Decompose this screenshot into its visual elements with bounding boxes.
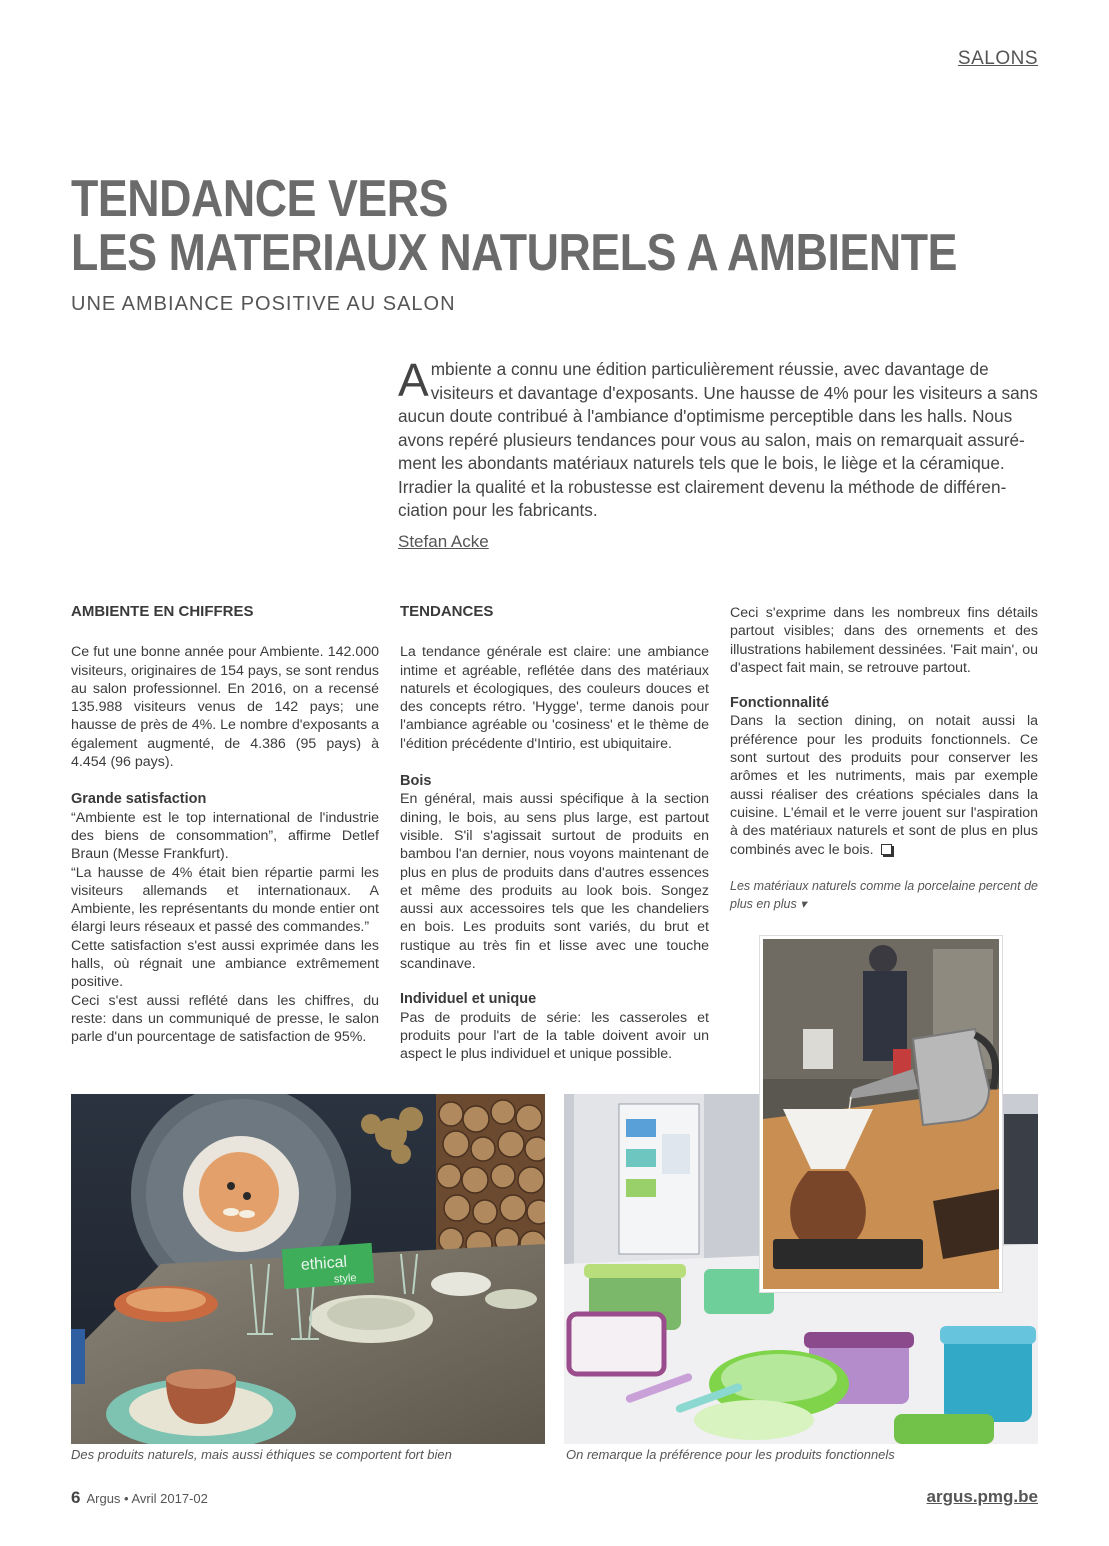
sign-text-ethical: ethical: [300, 1253, 348, 1274]
page-number: 6: [71, 1488, 81, 1507]
article-subtitle: UNE AMBIANCE POSITIVE AU SALON: [71, 293, 456, 315]
paragraph: “Ambiente est le top international de l'industrie des biens de consommation”, affirme Detlef Braun (Messe Frankfurt).: [71, 809, 379, 863]
subheading-individuel-et-unique: Individuel et unique: [400, 991, 537, 1008]
photo-caption-kettle: [730, 877, 1038, 913]
subheading-grande-satisfaction: Grande satisfaction: [71, 791, 207, 808]
paragraph: [730, 712, 1038, 858]
title-line-1: TENDANCE VERS: [71, 170, 449, 228]
paragraph: Ceci s'est aussi reflété dans les chiffres, du reste: dans un communiqué de presse, le salon parle d'un pourcentage de satisfaction de 95%.: [71, 992, 379, 1046]
subheading-fonctionnalite: Fonctionnalité: [730, 695, 830, 712]
title-line-2: LES MATERIAUX NATURELS A AMBIENTE: [71, 224, 958, 282]
column-2: [400, 603, 709, 1064]
heading-ambiente-en-chiffres: AMBIENTE EN CHIFFRES: [71, 603, 254, 620]
column-3: [730, 604, 1038, 913]
caption-text: Les matériaux naturels comme la porcelaine percent de plus en plus: [730, 878, 1038, 911]
end-mark-icon: [881, 844, 892, 855]
photo-caption-right: On remarque la préférence pour les produits fonctionnels: [566, 1447, 895, 1462]
section-label: SALONS: [957, 48, 1038, 69]
paragraph-text: Dans la section dining, on notait aussi la préférence pour les produits fonctionnels. Ce sont surtout des produits pour conserver les arômes et les nutriments, mais par exemple aussi réaliser des créations spéciales dans la cuisine. L'émail et le verre jouent sur l'aspiration à des matériaux naturels et sont de plus en plus combinés avec le bois.: [730, 713, 1038, 858]
arrow-down-icon: ▾: [800, 896, 807, 911]
paragraph: Ceci s'exprime dans les nombreux fins détails partout visibles; dans des ornements et des illustrations habilement dessinées. 'Fait main', ou d'aspect fait main, se retrouve partout.: [730, 605, 1038, 676]
paragraph: Pas de produits de série: les casseroles et produits pour l'art de la table doivent avoir un aspect le plus individuel et unique possible.: [400, 1009, 709, 1063]
photo-table-setting: [71, 1094, 545, 1444]
paragraph: Cette satisfaction s'est aussi exprimée dans les halls, où régnait une ambiance extrêmement positive.: [71, 937, 379, 991]
intro-text: mbiente a connu une édition particulièrement réussie, avec davantage de visiteurs et davantage d'exposants. Une hausse de 4% pour les visiteurs a sans aucun doute contribué à l'ambiance d'optimisme perceptible dans les halls. Nous avons repéré plusieurs tendances pour vous au salon, mais on remarquait assurément les abondants matériaux naturels tels que le bois, le liège et la céramique. Irradier la qualité et la robustesse est clairement devenu la méthode de différenciation pour les fabricants.: [398, 359, 1038, 520]
heading-tendances: TENDANCES: [400, 603, 494, 620]
paragraph: La tendance générale est claire: une ambiance intime et agréable, reflétée dans des matériaux naturels et écologiques, des couleurs douces et des concepts rétro. 'Hygge', terme danois pour l'ambiance agréable ou 'cosiness' et le thème de l'édition précédente d'Intirio, est ubiquitaire.: [400, 644, 709, 752]
subheading-bois: Bois: [400, 773, 432, 790]
photo-caption-left: Des produits naturels, mais aussi éthiques se comportent fort bien: [71, 1447, 452, 1462]
paragraph: “La hausse de 4% était bien répartie parmi les visiteurs allemands et internationaux. A Ambiente, les représentants du monde entier ont élargi leurs réseaux et passé des commandes.”: [71, 864, 379, 936]
drop-cap: A: [398, 354, 429, 406]
publication-name: Argus • Avril 2017-02: [86, 1491, 208, 1506]
paragraph: Ce fut une bonne année pour Ambiente. 142.000 visiteurs, originaires de 154 pays, se sont rendus au salon professionnel. En 2016, on a recensé 135.988 visiteurs venus de 142 pays; une hausse de près de 4%. Le nombre d'exposants a également augmenté, de 4.386 (95 pays) à 4.454 (96 pays).: [71, 644, 379, 771]
footer-website-link[interactable]: argus.pmg.be: [926, 1487, 1038, 1506]
footer-publication: [71, 1488, 208, 1508]
article-title: [71, 170, 958, 282]
photo-kettle-pourover: [760, 936, 1002, 1292]
sign-text-style: style: [333, 1272, 357, 1286]
column-1: [71, 603, 379, 1047]
paragraph: En général, mais aussi spécifique à la section dining, le bois, au sens plus large, est partout visible. S'il s'agissait surtout de produits en bambou l'an dernier, nous voyons maintenant de plus en plus de produits dans d'autres essences et même des produits au look bois. Songez aussi aux accessoires tels que les chandeliers en bois. Les produits sont variés, du brut et rustique au très fin et lisse avec une touche scandinave.: [400, 791, 709, 973]
intro-paragraph: [398, 354, 1038, 523]
author-byline: Stefan Acke: [398, 532, 489, 551]
